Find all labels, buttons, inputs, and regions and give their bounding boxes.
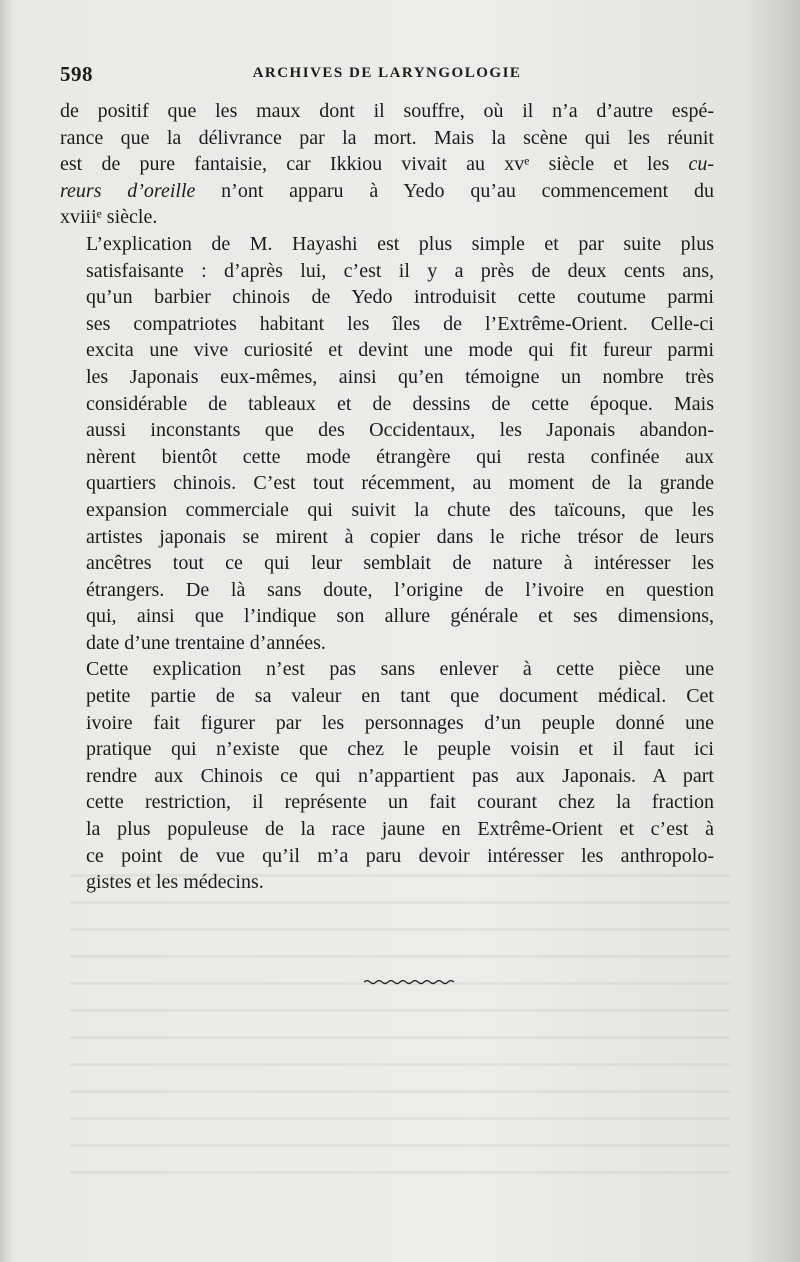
text-line: rance que la délivrance par la mort. Mais la scène qui les réunit [60,126,714,149]
text-line: étrangers. De là sans doute, l’origine de l’ivoire en question [86,578,714,601]
text-line: aussi inconstants que des Occidentaux, les Japonais abandon- [86,419,714,442]
text-line: pratique qui n’existe que chez le peuple voisin et il faut ici [86,738,714,761]
text-line: rendre aux Chinois ce qui n’appartient pas aux Japonais. A part [86,764,714,787]
text-line: qui, ainsi que l’indique son allure générale et ses dimensions, [86,605,714,628]
text-line: quartiers chinois. C’est tout récemment, au moment de la grande [86,472,714,495]
text-line: excita une vive curiosité et devint une mode qui fit fureur parmi [86,339,714,362]
text-line: L’explication de M. Hayashi est plus simple et par suite plus [86,232,714,255]
text-line: xviiiᵉ siècle. [60,206,158,229]
text-line: artistes japonais se mirent à copier dans le riche trésor de leurs [86,525,714,548]
paragraph [60,231,714,657]
text-line: gistes et les médecins. [86,871,264,894]
text-line: est de pure fantaisie, car Ikkiou vivait au xvᵉ siècle et les cu- [60,153,714,176]
text-line: considérable de tableaux et de dessins de cette époque. Mais [86,392,714,415]
text-line: nèrent bientôt cette mode étrangère qui resta confinée aux [86,445,714,468]
text-line: ivoire fait figurer par les personnages d’un peuple donné une [86,711,714,734]
text-line: qu’un barbier chinois de Yedo introduisit cette coutume parmi [86,286,714,309]
text-line: date d’une trentaine d’années. [86,631,326,654]
text-line: reurs d’oreille n’ont apparu à Yedo qu’au commencement du [60,179,715,202]
bleed-through-texture [70,860,730,1190]
paragraph [60,98,714,231]
section-end-ornament [364,978,454,986]
page-number: 598 [60,62,93,86]
page-header [58,62,716,90]
text-line: les Japonais eux-mêmes, ainsi qu’en témoigne un nombre très [86,365,714,388]
text-line: ce point de vue qu’il m’a paru devoir intéresser les anthropolo- [86,844,714,867]
text-line: ancêtres tout ce qui leur semblait de nature à intéresser les [86,552,714,575]
text-line: ses compatriotes habitant les îles de l’Extrême-Orient. Celle-ci [86,312,714,335]
running-title: ARCHIVES DE LARYNGOLOGIE [252,65,522,81]
text-line: de positif que les maux dont il souffre, où il n’a d’autre espé- [60,100,714,122]
text-line: expansion commerciale qui suivit la chute des taïcouns, que les [86,498,714,521]
text-line: cette restriction, il représente un fait courant chez la fraction [86,791,714,814]
body-text [60,98,714,896]
text-line: satisfaisante : d’après lui, c’est il y a près de deux cents ans, [86,259,714,282]
text-line: Cette explication n’est pas sans enlever à cette pièce une [86,658,714,681]
text-line: petite partie de sa valeur en tant que document médical. Cet [86,685,714,708]
paragraph [60,656,714,895]
text-line: la plus populeuse de la race jaune en Extrême-Orient et c’est à [86,818,714,841]
